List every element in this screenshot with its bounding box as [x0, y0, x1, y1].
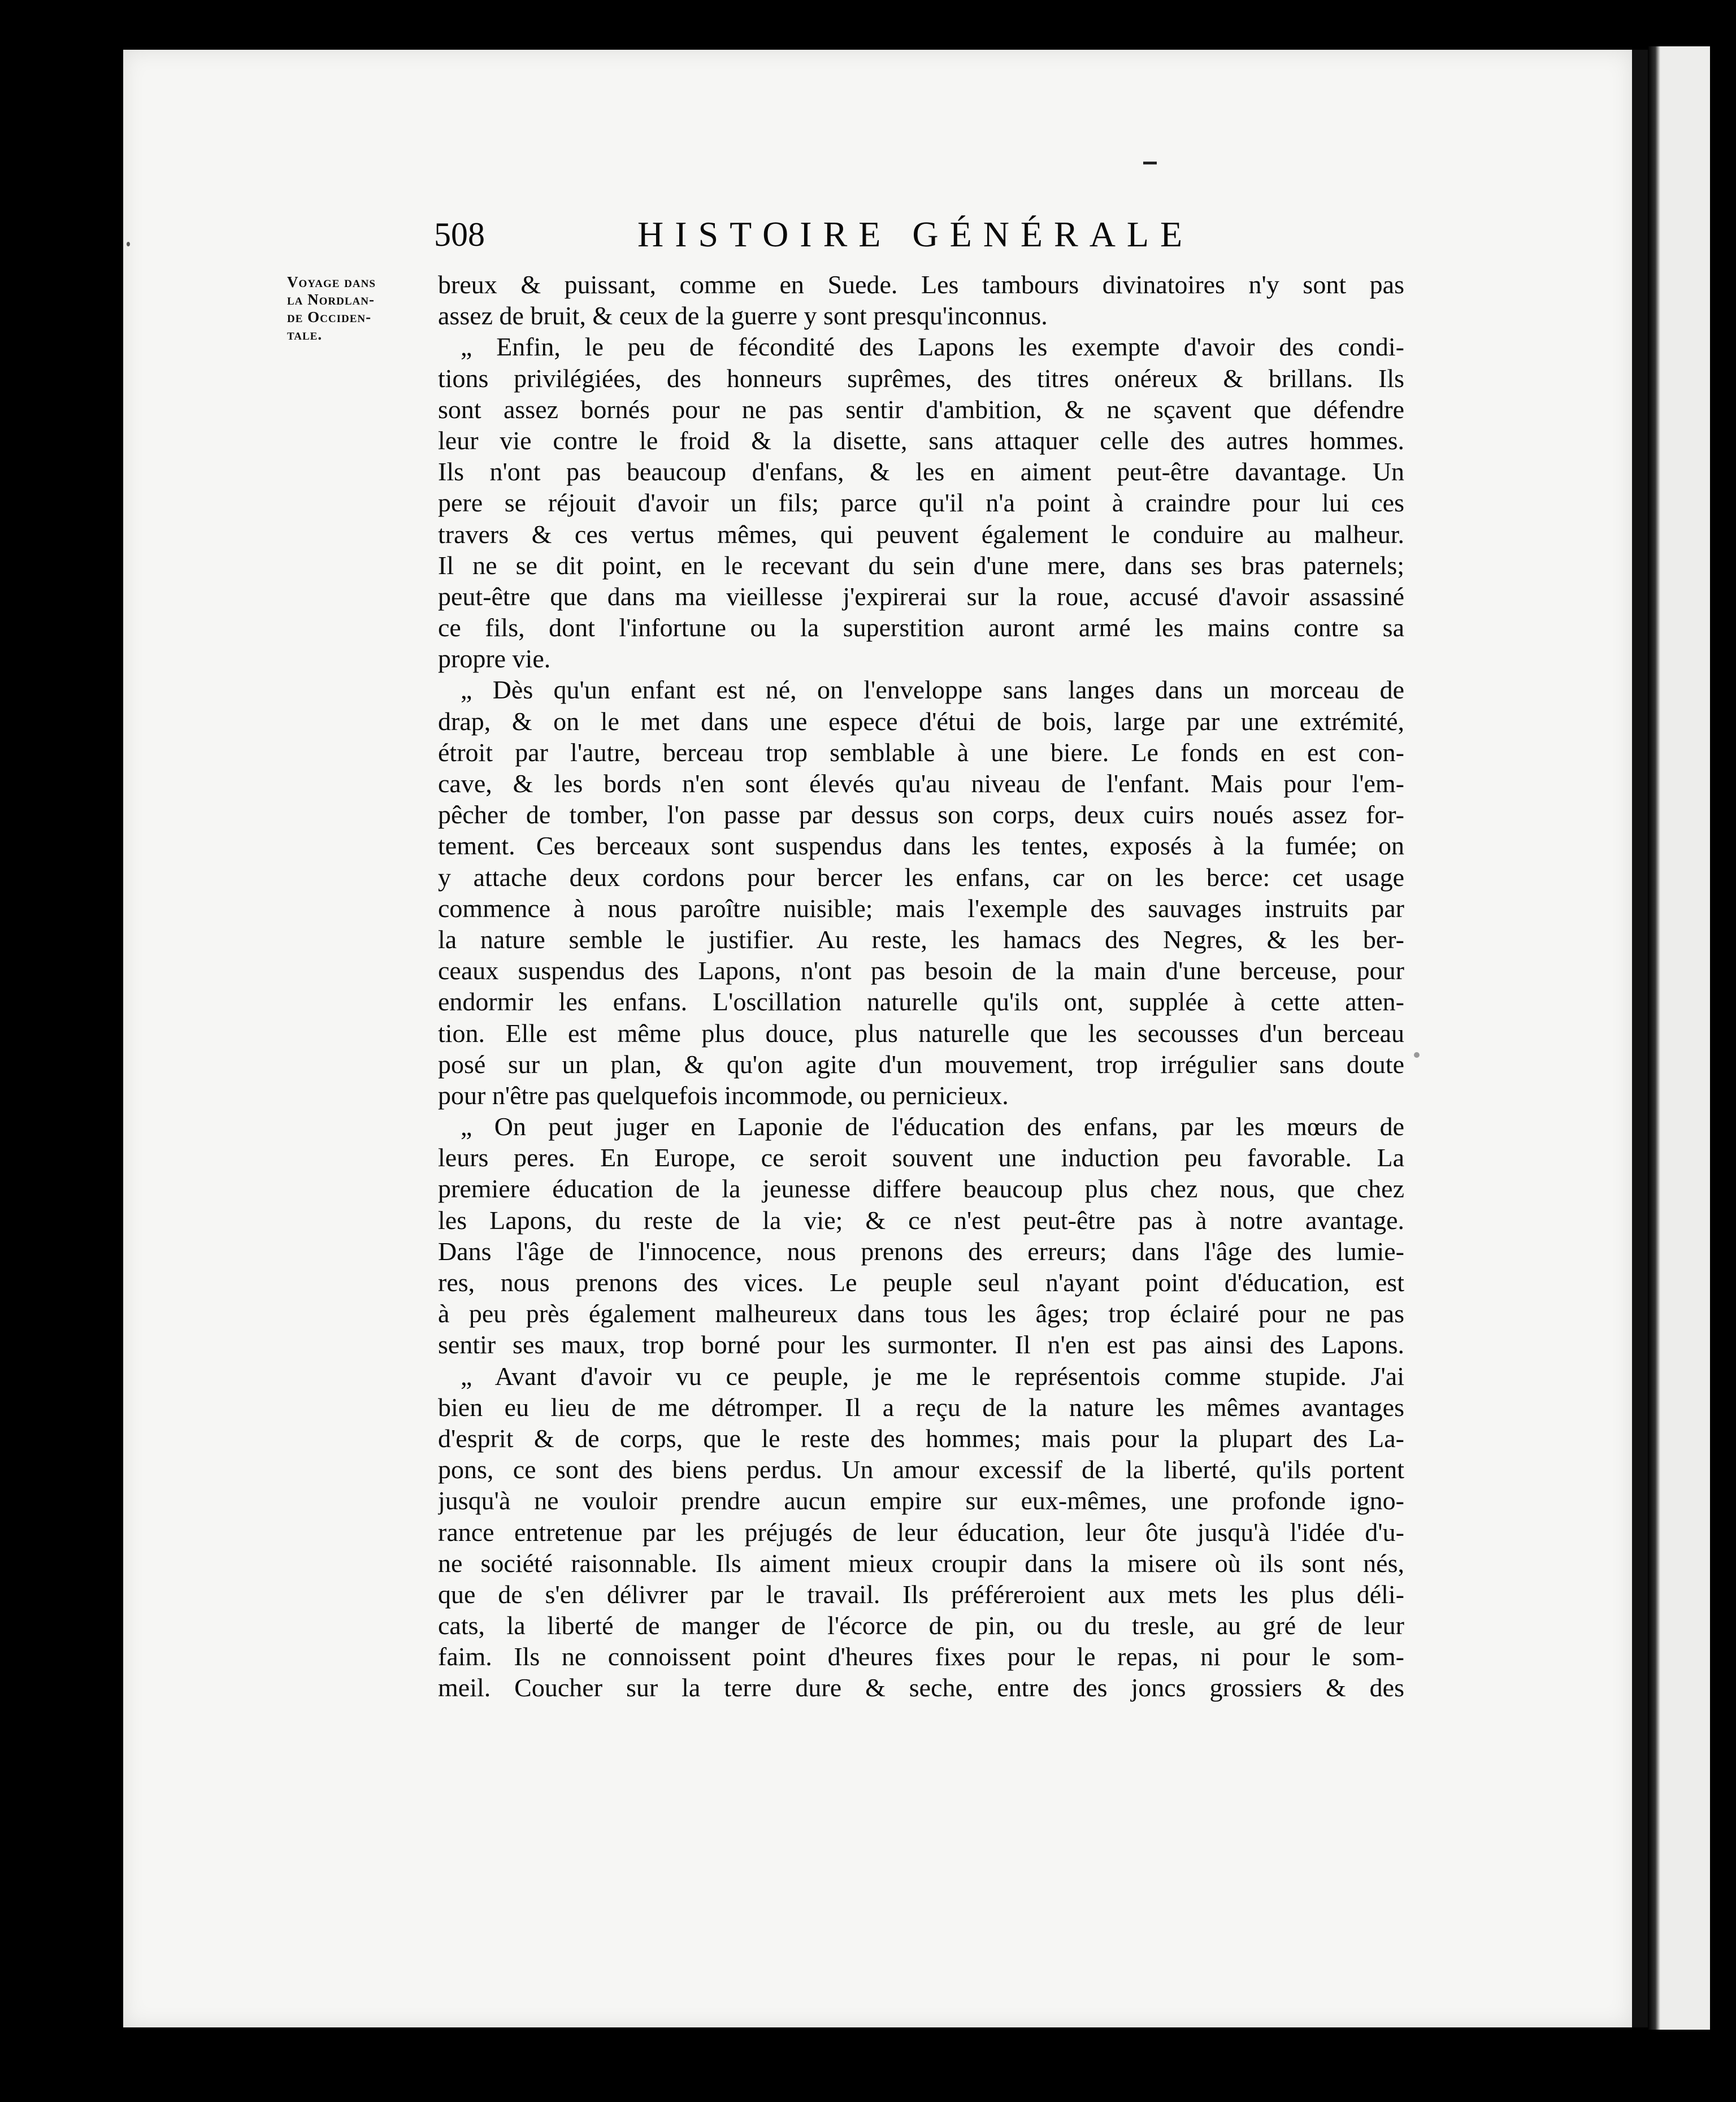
text-line: sont assez bornés pour ne pas sentir d'ambition, & ne sçavent que défendre	[438, 394, 1404, 424]
running-title: HISTOIRE GÉNÉRALE	[637, 214, 1194, 254]
text-line: sentir ses maux, trop borné pour les surmonter. Il n'en est pas ainsi des Lapons.	[438, 1330, 1404, 1360]
text-line: jusqu'à ne vouloir prendre aucun empire sur eux-mêmes, une profonde igno-	[438, 1486, 1404, 1515]
printer-mark	[1143, 162, 1157, 164]
text-line: étroit par l'autre, berceau trop semblable à une biere. Le fonds en est con-	[438, 737, 1404, 767]
margin-note-line: de Occiden-	[287, 309, 372, 325]
text-line: „ Avant d'avoir vu ce peuple, je me le représentois comme stupide. J'ai	[461, 1361, 1404, 1391]
ink-speck	[127, 242, 130, 246]
text-line: d'esprit & de corps, que le reste des hommes; mais pour la plupart des La-	[438, 1423, 1404, 1453]
body-text	[438, 269, 1404, 1704]
text-line: à peu près également malheureux dans tous les âges; trop éclairé pour ne pas	[438, 1299, 1404, 1328]
text-line: bien eu lieu de me détromper. Il a reçu de la nature les mêmes avantages	[438, 1392, 1404, 1422]
text-line: travers & ces vertus mêmes, qui peuvent également le conduire au malheur.	[438, 519, 1404, 549]
text-line: res, nous prenons des vices. Le peuple seul n'ayant point d'éducation, est	[438, 1268, 1404, 1297]
text-line: Ils n'ont pas beaucoup d'enfans, & les en aiment peut-être davantage. Un	[438, 457, 1404, 487]
text-line: propre vie.	[438, 644, 551, 674]
text-line: commence à nous paroître nuisible; mais l'exemple des sauvages instruits par	[438, 893, 1404, 923]
margin-note	[287, 273, 435, 344]
text-line: drap, & on le met dans une espece d'étui de bois, large par une extrémité,	[438, 706, 1404, 736]
text-line: tement. Ces berceaux sont suspendus dans les tentes, exposés à la fumée; on	[438, 831, 1404, 861]
text-line: pour n'être pas quelquefois incommode, ou pernicieux.	[438, 1080, 1009, 1110]
text-line: pons, ce sont des biens perdus. Un amour excessif de la liberté, qu'ils portent	[438, 1455, 1404, 1484]
text-line: tions privilégiées, des honneurs suprêmes, des titres onéreux & brillans. Ils	[438, 363, 1404, 393]
text-line: posé sur un plan, & qu'on agite d'un mouvement, trop irrégulier sans doute	[438, 1049, 1404, 1079]
text-line: y attache deux cordons pour bercer les enfans, car on les berce: cet usage	[438, 862, 1404, 892]
text-line: faim. Ils ne connoissent point d'heures fixes pour le repas, ni pour le som-	[438, 1642, 1404, 1671]
gutter-shadow	[1648, 46, 1660, 2030]
text-line: pere se réjouit d'avoir un fils; parce qu'il n'a point à craindre pour lui ces	[438, 488, 1404, 518]
text-line: peut-être que dans ma vieillesse j'expirerai sur la roue, accusé d'avoir assassiné	[438, 581, 1404, 611]
text-line: „ On peut juger en Laponie de l'éducation des enfans, par les mœurs de	[461, 1112, 1404, 1141]
text-line: les Lapons, du reste de la vie; & ce n'est peut-être pas à notre avantage.	[438, 1205, 1404, 1235]
text-line: ceaux suspendus des Lapons, n'ont pas besoin de la main d'une berceuse, pour	[438, 956, 1404, 985]
text-line: ce fils, dont l'infortune ou la superstition auront armé les mains contre sa	[438, 613, 1404, 642]
text-line: leurs peres. En Europe, ce seroit souvent une induction peu favorable. La	[438, 1143, 1404, 1172]
text-line: la nature semble le justifier. Au reste, les hamacs des Negres, & les ber-	[438, 924, 1404, 954]
text-line: premiere éducation de la jeunesse differe beaucoup plus chez nous, que chez	[438, 1174, 1404, 1204]
text-line: cave, & les bords n'en sont élevés qu'au niveau de l'enfant. Mais pour l'em-	[438, 769, 1404, 798]
text-line: cats, la liberté de manger de l'écorce de pin, ou du tresle, au gré de leur	[438, 1611, 1404, 1640]
text-line: tion. Elle est même plus douce, plus naturelle que les secousses d'un berceau	[438, 1018, 1404, 1048]
page-number: 508	[434, 216, 485, 253]
text-line: pêcher de tomber, l'on passe par dessus son corps, deux cuirs noués assez for-	[438, 800, 1404, 829]
text-line: breux & puissant, comme en Suede. Les tambours divinatoires n'y sont pas	[438, 270, 1404, 299]
text-line: rance entretenue par les préjugés de leur éducation, leur ôte jusqu'à l'idée d'u-	[438, 1517, 1404, 1547]
facing-page-edge	[1648, 46, 1710, 2030]
text-line: Dans l'âge de l'innocence, nous prenons des erreurs; dans l'âge des lumie-	[438, 1236, 1404, 1266]
margin-note-line: tale.	[287, 326, 323, 343]
text-line: meil. Coucher sur la terre dure & seche, entre des joncs grossiers & des	[438, 1673, 1404, 1703]
ink-speck	[1414, 1052, 1420, 1058]
text-line: „ Dès qu'un enfant est né, on l'enveloppe sans langes dans un morceau de	[461, 675, 1404, 705]
text-line: ne société raisonnable. Ils aiment mieux croupir dans la misere où ils sont nés,	[438, 1548, 1404, 1578]
text-line: „ Enfin, le peu de fécondité des Lapons les exempte d'avoir des condi-	[461, 332, 1404, 362]
text-line: endormir les enfans. L'oscillation naturelle qu'ils ont, supplée à cette atten-	[438, 987, 1404, 1017]
text-line: assez de bruit, & ceux de la guerre y sont presqu'inconnus.	[438, 301, 1048, 331]
running-header	[434, 212, 1231, 257]
page-edge	[1632, 50, 1648, 2027]
margin-note-line: Voyage dans	[287, 273, 376, 290]
margin-note-line: la Nordlan-	[287, 291, 375, 308]
text-line: leur vie contre le froid & la disette, sans attaquer celle des autres hommes.	[438, 425, 1404, 455]
text-line: que de s'en délivrer par le travail. Ils préféreroient aux mets les plus déli-	[438, 1579, 1404, 1609]
text-line: Il ne se dit point, en le recevant du sein d'une mere, dans ses bras paternels;	[438, 550, 1404, 580]
